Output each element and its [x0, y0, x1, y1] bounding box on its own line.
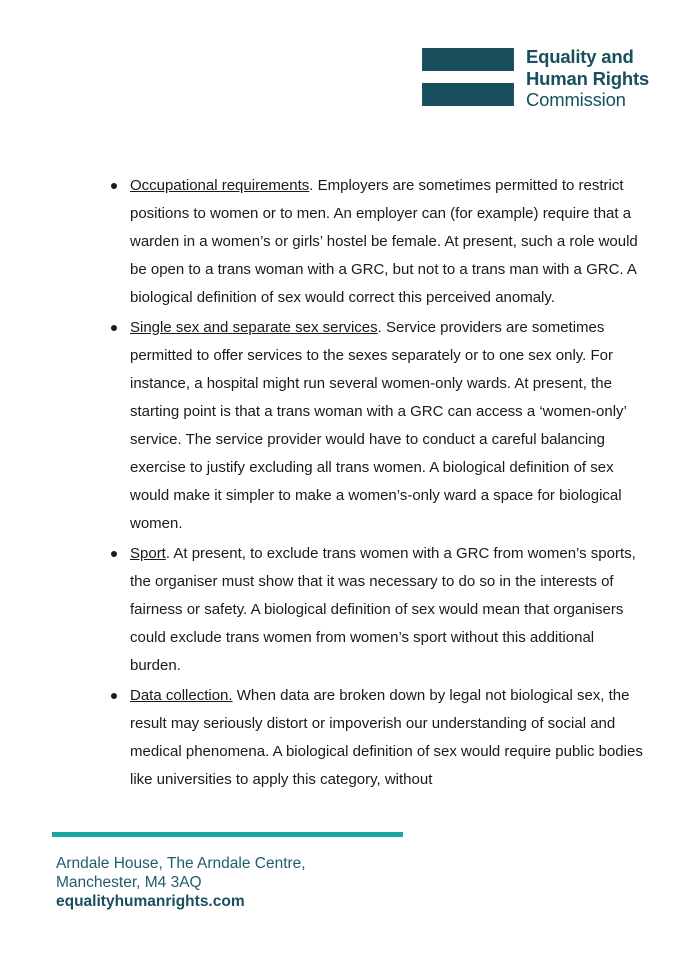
footer-divider [52, 832, 403, 837]
bullet-heading: Sport [130, 545, 166, 562]
logo-bars [422, 48, 514, 106]
logo-bar-top [422, 48, 514, 71]
bullet-text: . Employers are sometimes permitted to restrict positions to women or to men. An employer can (for example) require that a warden in a women’s or girls’ hostel be female. At present, such a role would be open to a trans woman with a GRC, but not to a trans man with a GRC. A biological definition of sex would correct this perceived anomaly. [130, 177, 638, 306]
bullet-sport [108, 540, 648, 680]
bullet-heading: Data collection. [130, 687, 233, 704]
address-line-1: Arndale House, The Arndale Centre, [56, 855, 306, 872]
bullet-text: . Service providers are sometimes permitted to offer services to the sexes separately or to one sex only. For instance, a hospital might run several women-only wards. At present, the starting point is that a trans woman with a GRC can access a ‘women-only’ service. The service provider would have to conduct a careful balancing exercise to justify excluding all trans women. A biological definition of sex would make it simpler to make a women’s-only ward a space for biological women. [130, 319, 627, 532]
bullet-list [108, 172, 648, 794]
website-link[interactable]: equalityhumanrights.com [56, 893, 245, 910]
logo-bar-bottom [422, 83, 514, 106]
bullet-single-sex-services [108, 314, 648, 538]
ehrc-logo [422, 46, 662, 110]
footer-address [56, 854, 306, 911]
bullet-text: . At present, to exclude trans women with a GRC from women’s sports, the organiser must show that it was necessary to do so in the interests of fairness or safety. A biological definition of sex would mean that organisers could exclude trans women from women’s sport without this additional burden. [130, 545, 636, 674]
document-body [108, 172, 648, 796]
bullet-data-collection [108, 682, 648, 794]
logo-line-1: Equality and [526, 46, 634, 67]
bullet-heading: Occupational requirements [130, 177, 310, 194]
bullet-heading: Single sex and separate sex services [130, 319, 378, 336]
bullet-occupational-requirements [108, 172, 648, 312]
logo-line-2: Human Rights [526, 67, 649, 89]
logo-line-3: Commission [526, 89, 626, 110]
address-line-2: Manchester, M4 3AQ [56, 874, 202, 891]
bullet-text: When data are broken down by legal not biological sex, the result may seriously distort or impoverish our understanding of social and medical phenomena. A biological definition of sex would require public bodies like universities to apply this category, without [130, 687, 643, 788]
logo-text [526, 46, 649, 111]
